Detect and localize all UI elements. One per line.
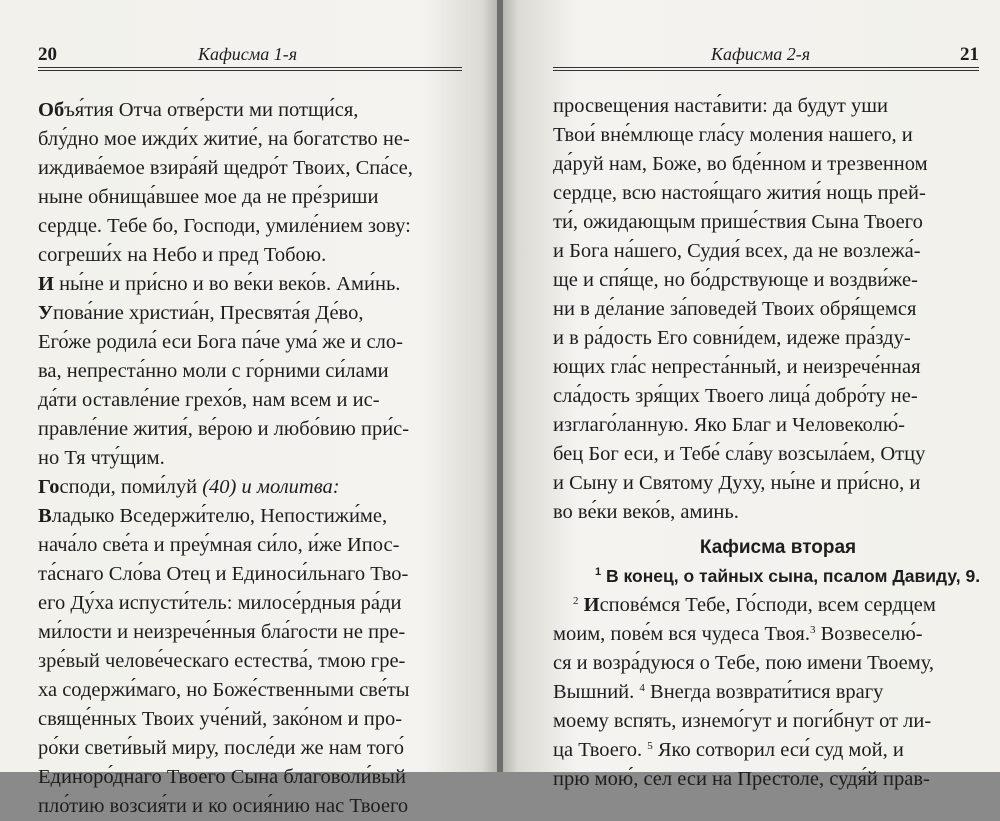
kathisma-heading: Кафисма вторая	[699, 537, 857, 558]
text-line: сла́дость зря́щих Твоего лица́ добро́ту не-	[553, 385, 918, 407]
text-line: сердце. Тебе бо, Господи, умиле́нием зову:	[38, 215, 411, 237]
text-line: ро́ки свети́вый миру, после́ди же нам того́	[38, 737, 404, 759]
verse-number: 4	[639, 682, 645, 694]
running-head: Кафисма 1-я	[198, 44, 298, 64]
verse-number: 2	[573, 595, 579, 607]
verse-number: 5	[647, 740, 653, 752]
text-line: моему вспять, изнемо́гут и поги́бнут от ли-	[553, 710, 932, 732]
running-head: Кафисма 2-я	[711, 44, 811, 64]
drop-initial: И	[38, 273, 54, 295]
right-page	[503, 0, 1000, 790]
text-line: И ны́не и при́сно и во ве́ки веко́в. Ами́нь.	[38, 273, 401, 295]
text-line: моим, пове́м вся чудеса Твоя.$^3$ Возвеселю́-	[553, 623, 923, 645]
drop-initial: Го	[38, 476, 60, 498]
verse-number: 3	[809, 624, 816, 636]
header-rule	[38, 67, 462, 68]
text-line: во ве́ки веко́в, аминь.	[553, 501, 739, 523]
text-line: бец Бог еси, и Тебе́ сла́ву возсыла́ем, Отцу	[553, 443, 926, 465]
text-line: но Тя чту́щим.	[38, 447, 165, 469]
text-line: ныне обнища́вшее мое да не пре́зриши	[38, 186, 379, 208]
text-line: правле́ние жития́, ве́рою и любо́вию при́с-	[38, 418, 410, 440]
text-line: нача́ло све́та и преу́мная си́ло, и́же Ипос-	[38, 534, 400, 556]
text-line: сердце, всю настоя́щаго жития́ нощь прей-	[553, 182, 926, 204]
text-line: Его́же родила́ еси Бога па́че ума́ же и сло-	[38, 331, 403, 353]
text-line: просвещения наста́вити: да будут уши	[553, 95, 889, 117]
text-line: ющих гла́с непреста́нный, и неизрече́нная	[553, 356, 921, 378]
verse-number: 1	[595, 566, 602, 578]
right-page-text	[553, 92, 983, 794]
text-line: ни в де́лание за́поведей Твоих обря́щемся	[553, 298, 917, 320]
text-line: ха содержи́маго, но Боже́ственными све́ты	[38, 679, 410, 701]
text-line: блу́дно мое ижди́х житие́, на богатство не-	[38, 128, 410, 150]
text-line: изглаго́ланную. Яко Благ и Человеколю́-	[553, 414, 905, 436]
text-line: да́руй нам, Боже, во бде́нном и трезвенном	[553, 153, 928, 175]
drop-initial: Об	[38, 99, 65, 121]
text-line: и Бога на́шего, Судия́ всех, да не возлежа́-	[553, 240, 921, 262]
header-rule	[553, 67, 979, 68]
text-line: его Ду́ха испусти́тель: милосе́рдныя ра́ди	[38, 592, 402, 614]
text-line: да́ти оставле́ние грехо́в, нам всем и ис-	[38, 389, 380, 411]
text-line: Вышний. $^4$ Внегда возврати́тися врагу	[553, 681, 884, 703]
text-line: ти́, ожидающым прише́ствия Сына Твоего	[553, 211, 923, 233]
text-line: та́снаго Сло́ва Отец и Единоси́льнаго Тво-	[38, 563, 409, 585]
text-line: ца Твоего. $^5$ Яко сотворил еси́ суд мой, и	[553, 739, 904, 761]
drop-initial: В	[38, 505, 52, 527]
left-page	[0, 0, 497, 817]
left-page-header	[38, 44, 462, 68]
rubric-italic: (40) и молитва:	[202, 476, 340, 498]
text-line: Единоро́днаго Твоего Сына благоволи́вый	[38, 766, 406, 788]
text-line: ми́лости и неизрече́нныя бла́гости не пре-	[38, 621, 406, 643]
text-line: $^2$ Исповéмся Тебе, Го́споди, всем сердцем	[573, 594, 936, 616]
text-line: Упова́ние христиа́н, Пресвята́я Де́во,	[38, 302, 364, 324]
text-line: Владыко Вседержи́телю, Непостижи́ме,	[38, 505, 388, 527]
text-line: ся и возра́дуюся о Тебе, пою имени Твоему,	[553, 652, 935, 674]
text-line: Господи, поми́луй (40) и молитва:	[38, 476, 340, 498]
text-line: и в ра́дость Его совни́дем, идеже пра́зду-	[553, 327, 911, 349]
header-rule-double	[38, 70, 462, 71]
text-line: ще и спя́ще, но бо́дрствующе и воздви́же-	[553, 269, 918, 291]
text-line: прю мою́, сел еси на Престоле, судя́й прав-	[553, 768, 930, 790]
drop-initial: У	[38, 302, 54, 324]
text-line: и Сыну и Святому Духу, ны́не и при́сно, и	[553, 472, 921, 494]
text-line: согреши́х на Небо и пред Тобою.	[38, 244, 327, 266]
right-page-header	[553, 44, 979, 68]
text-line: Твои́ вне́млюще гла́су моления нашего, и	[553, 124, 913, 146]
text-line: свяще́нных Твоих уче́ний, зако́ном и про-	[38, 708, 403, 730]
text-line: пло́тию возсия́ти и ко осия́нию нас Твоего	[38, 795, 409, 817]
left-page-text	[38, 96, 468, 821]
drop-initial: И	[583, 594, 600, 616]
psalm-heading: $^1$ В конец, о тайных сына, псалом Давиду, 9.	[595, 566, 981, 586]
text-line: зре́вый челове́ческаго естества́, тмою гре-	[38, 650, 406, 672]
text-line: иждива́емое взира́яй щедро́т Твоих, Спа́се,	[38, 157, 413, 179]
page-number: 21	[960, 44, 979, 65]
header-rule-double	[553, 70, 979, 71]
text-line: ва, непреста́нно моли с го́рними си́лами	[38, 360, 389, 382]
text-line: Объя́тия Отча отве́рсти ми потщи́ся,	[38, 99, 359, 121]
page-number: 20	[38, 44, 57, 65]
